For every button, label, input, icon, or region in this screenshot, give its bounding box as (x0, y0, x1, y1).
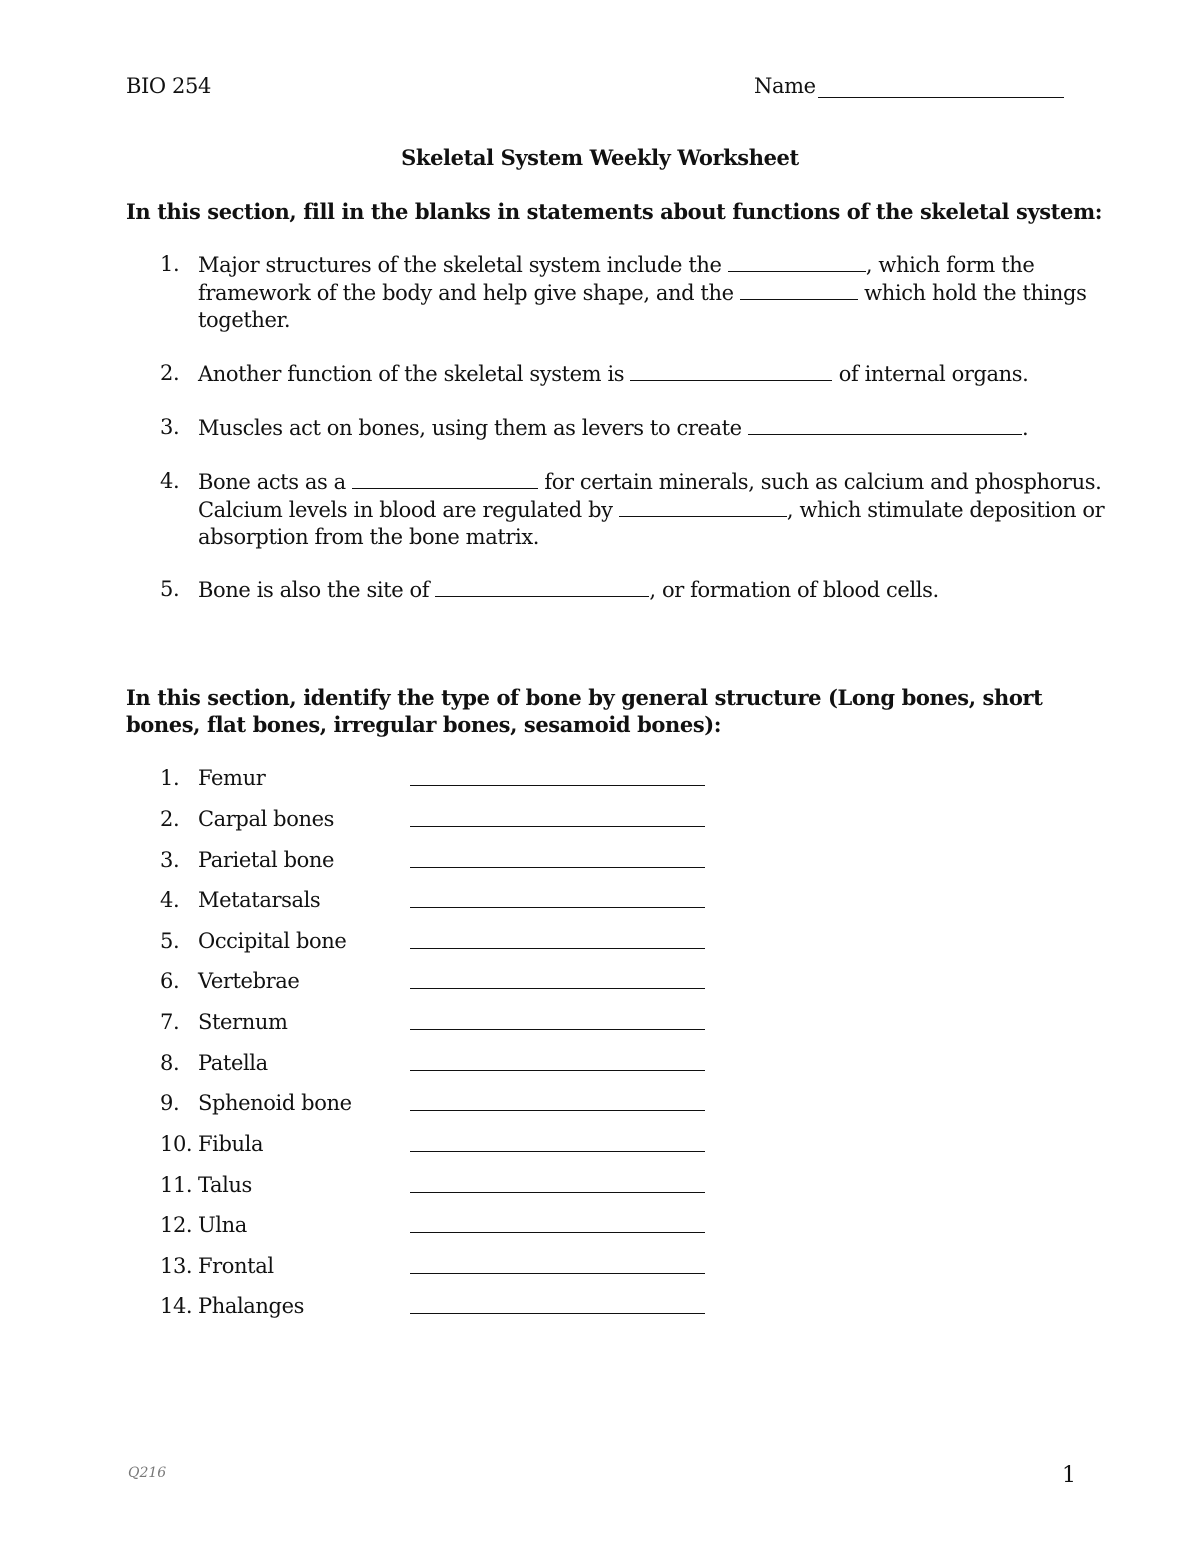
bone-row (0, 1172, 1200, 1200)
question-number: 4. (160, 469, 180, 493)
question-line (198, 496, 1104, 524)
bone-name: Fibula (198, 1132, 264, 1156)
question-text: absorption from the bone matrix. (198, 525, 540, 549)
bone-row (0, 1050, 1200, 1078)
answer-blank[interactable] (410, 1232, 705, 1233)
answer-blank[interactable] (728, 251, 866, 272)
answer-blank[interactable] (410, 1273, 705, 1274)
answer-blank[interactable] (410, 988, 705, 989)
bone-number: 14. (160, 1294, 193, 1318)
question-text: of internal organs. (832, 362, 1029, 386)
answer-blank[interactable] (619, 496, 787, 517)
bone-row (0, 1253, 1200, 1281)
question-text: Bone acts as a (198, 470, 353, 494)
bone-number: 2. (160, 807, 180, 831)
question-text: , which stimulate deposition or (786, 498, 1105, 522)
bone-name: Sternum (198, 1010, 288, 1034)
bone-row (0, 887, 1200, 915)
bone-name: Vertebrae (198, 969, 300, 993)
bone-number: 3. (160, 848, 180, 872)
question-line (198, 307, 290, 334)
question-line (198, 414, 1028, 442)
question-text: Calcium levels in blood are regulated by (198, 498, 619, 522)
answer-blank[interactable] (748, 414, 1022, 435)
bone-name: Frontal (198, 1254, 274, 1278)
bone-row (0, 1293, 1200, 1321)
bone-row (0, 1212, 1200, 1240)
bone-name: Talus (198, 1173, 252, 1197)
answer-blank[interactable] (740, 279, 858, 300)
question-text: Another function of the skeletal system is (198, 362, 631, 386)
footer-code: Q216 (128, 1465, 167, 1481)
bone-row (0, 765, 1200, 793)
answer-blank[interactable] (410, 867, 705, 868)
bone-row (0, 1009, 1200, 1037)
bone-number: 4. (160, 888, 180, 912)
question-text: for certain minerals, such as calcium and phosphorus. (538, 470, 1102, 494)
bone-name: Ulna (198, 1213, 247, 1237)
question-line (198, 279, 1086, 307)
bone-number: 7. (160, 1010, 180, 1034)
course-code: BIO 254 (126, 74, 211, 98)
answer-blank[interactable] (410, 826, 705, 827)
question-text: which hold the things (857, 281, 1087, 305)
bone-number: 8. (160, 1051, 180, 1075)
question-text: Muscles act on bones, using them as levers to create (198, 416, 748, 440)
section1-heading: In this section, fill in the blanks in statements about functions of the skeletal system: (126, 199, 1103, 224)
bone-number: 9. (160, 1091, 180, 1115)
question-text: Bone is also the site of (198, 578, 436, 602)
answer-blank[interactable] (410, 948, 705, 949)
bone-name: Occipital bone (198, 929, 347, 953)
bone-name: Femur (198, 766, 266, 790)
answer-blank[interactable] (630, 360, 832, 381)
answer-blank[interactable] (352, 468, 538, 489)
question-number: 2. (160, 361, 180, 385)
question-text: , which form the (865, 253, 1035, 277)
bone-row (0, 847, 1200, 875)
answer-blank[interactable] (410, 907, 705, 908)
question-text: . (1021, 416, 1029, 440)
question-text: , or formation of blood cells. (649, 578, 939, 602)
answer-blank[interactable] (410, 1313, 705, 1314)
bone-number: 6. (160, 969, 180, 993)
question-line (198, 468, 1101, 496)
question-text: Major structures of the skeletal system include the (198, 253, 728, 277)
question-line (198, 360, 1028, 388)
bone-name: Phalanges (198, 1294, 304, 1318)
bone-number: 1. (160, 766, 180, 790)
bone-row (0, 1090, 1200, 1118)
question-line (198, 576, 939, 604)
bone-number: 10. (160, 1132, 193, 1156)
name-label: Name (754, 74, 816, 98)
bone-name: Patella (198, 1051, 268, 1075)
answer-blank[interactable] (410, 1070, 705, 1071)
question-number: 5. (160, 577, 180, 601)
answer-blank[interactable] (410, 785, 705, 786)
question-text: framework of the body and help give shape, and the (198, 281, 740, 305)
answer-blank[interactable] (410, 1192, 705, 1193)
answer-blank[interactable] (410, 1029, 705, 1030)
answer-blank[interactable] (410, 1151, 705, 1152)
page-title: Skeletal System Weekly Worksheet (401, 145, 799, 170)
answer-blank[interactable] (435, 576, 649, 597)
section2-heading: In this section, identify the type of bone by general structure (Long bones, short bones, flat bones, irregular bones, sesamoid bones): (126, 685, 1043, 737)
name-blank[interactable] (818, 97, 1064, 98)
bone-row (0, 1131, 1200, 1159)
question-number: 1. (160, 252, 180, 276)
bone-number: 5. (160, 929, 180, 953)
question-line (198, 524, 539, 551)
bone-row (0, 968, 1200, 996)
question-text: together. (198, 308, 291, 332)
bone-name: Parietal bone (198, 848, 335, 872)
question-line (198, 251, 1034, 279)
bone-number: 13. (160, 1254, 193, 1278)
bone-name: Metatarsals (198, 888, 321, 912)
bone-row (0, 928, 1200, 956)
bone-number: 11. (160, 1173, 193, 1197)
question-number: 3. (160, 415, 180, 439)
bone-name: Sphenoid bone (198, 1091, 352, 1115)
answer-blank[interactable] (410, 1110, 705, 1111)
bone-row (0, 806, 1200, 834)
page-number: 1 (1062, 1463, 1076, 1488)
bone-number: 12. (160, 1213, 193, 1237)
bone-name: Carpal bones (198, 807, 334, 831)
